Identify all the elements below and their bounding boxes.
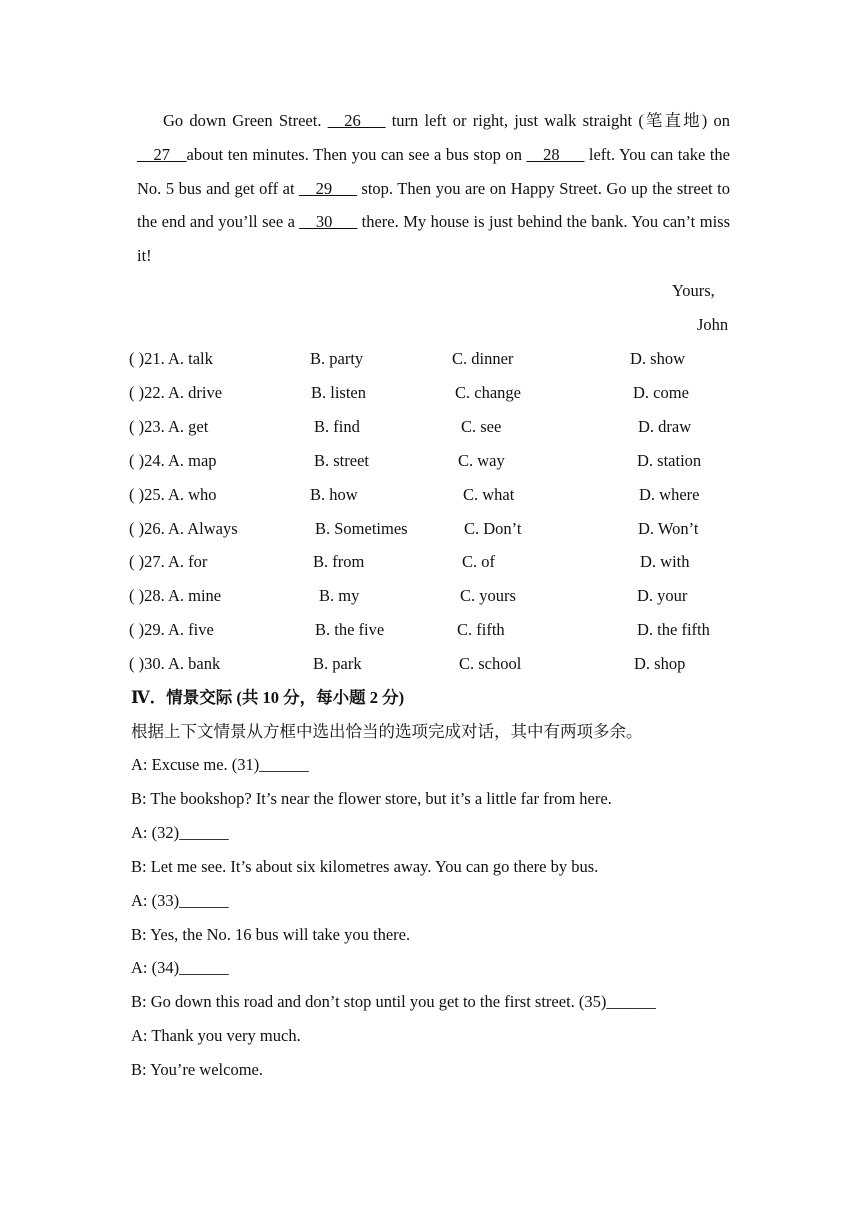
question-row	[129, 383, 749, 409]
passage-text: stop. Then you are on Happy Street. Go up the street to the end and you’ll see a	[137, 178, 730, 232]
option-a: ( )24. A. map	[129, 451, 217, 470]
section-instruction: 根据上下文情景从方框中选出恰当的选项完成对话，其中有两项多余。	[131, 722, 643, 741]
option-d: D. draw	[638, 417, 692, 436]
option-d: D. Won’t	[638, 519, 699, 538]
passage-text: there. My house is just behind the bank. You can’t miss it!	[137, 212, 730, 266]
question-row	[129, 552, 749, 578]
blank-29: __29___	[299, 178, 357, 198]
passage-text: left. You can take the No. 5 bus and get off at	[137, 144, 730, 198]
option-c: C. yours	[460, 586, 516, 605]
cloze-passage	[137, 104, 730, 273]
letter-closing: Yours,	[672, 281, 715, 300]
dialogue-line: A: (33)______	[131, 891, 229, 910]
option-b: B. street	[314, 451, 369, 470]
dialogue-line: A: Thank you very much.	[131, 1026, 301, 1045]
dialogue-line: A: (32)______	[131, 823, 229, 842]
dialogue-line: B: Yes, the No. 16 bus will take you there.	[131, 925, 411, 944]
dialogue-line: A: Excuse me. (31)______	[131, 755, 309, 774]
blank-27: __27__	[137, 144, 187, 164]
dialogue-line: B: You’re welcome.	[131, 1060, 263, 1079]
option-b: B. park	[313, 654, 362, 673]
option-a: ( )22. A. drive	[129, 383, 223, 402]
question-row	[129, 417, 749, 443]
passage-text: Go down Green Street.	[163, 111, 328, 130]
option-d: D. your	[637, 586, 688, 605]
option-d: D. station	[637, 451, 702, 470]
option-b: B. listen	[311, 383, 367, 402]
option-a: ( )21. A. talk	[129, 349, 213, 368]
blank-30: __30___	[299, 212, 358, 232]
question-row	[129, 620, 749, 646]
blank-28: __28___	[526, 144, 585, 164]
option-b: B. how	[310, 485, 358, 504]
question-row	[129, 485, 749, 511]
option-d: D. where	[639, 485, 700, 504]
option-a: ( )28. A. mine	[129, 586, 222, 605]
option-b: B. party	[310, 349, 364, 368]
passage-text: turn left or right, just walk straight (笔直地) on	[385, 111, 730, 130]
option-a: ( )29. A. five	[129, 620, 214, 639]
option-c: C. way	[458, 451, 505, 470]
option-d: D. shop	[634, 654, 686, 673]
option-d: D. the fifth	[637, 620, 710, 639]
option-d: D. with	[640, 552, 690, 571]
dialogue-line: B: Let me see. It’s about six kilometres away. You can go there by bus.	[131, 857, 599, 876]
option-a: ( )27. A. for	[129, 552, 208, 571]
option-a: ( )25. A. who	[129, 485, 217, 504]
option-b: B. find	[314, 417, 360, 436]
passage-text: about ten minutes. Then you can see a bus stop on	[186, 144, 527, 164]
option-c: C. what	[463, 485, 515, 504]
section-title: Ⅳ．情景交际 (共 10 分，每小题 2 分)	[131, 688, 405, 707]
question-row	[129, 519, 749, 545]
option-d: D. show	[630, 349, 686, 368]
question-row	[129, 451, 749, 477]
option-b: B. the five	[315, 620, 385, 639]
option-c: C. see	[461, 417, 502, 436]
dialogue-line: B: The bookshop? It’s near the flower store, but it’s a little far from here.	[131, 789, 612, 808]
question-row	[129, 654, 749, 680]
option-c: C. Don’t	[464, 519, 522, 538]
option-b: B. Sometimes	[315, 519, 408, 538]
option-b: B. my	[319, 586, 360, 605]
option-c: C. school	[459, 654, 522, 673]
letter-signature: John	[697, 315, 729, 334]
option-a: ( )23. A. get	[129, 417, 209, 436]
question-row	[129, 586, 749, 612]
option-c: C. dinner	[452, 349, 514, 368]
dialogue-line: B: Go down this road and don’t stop until you get to the first street. (35)______	[131, 992, 656, 1011]
blank-26: __26___	[327, 111, 386, 130]
option-a: ( )30. A. bank	[129, 654, 221, 673]
question-row	[129, 349, 749, 375]
option-b: B. from	[313, 552, 365, 571]
option-c: C. fifth	[457, 620, 505, 639]
dialogue-line: A: (34)______	[131, 958, 229, 977]
option-d: D. come	[633, 383, 689, 402]
option-c: C. change	[455, 383, 521, 402]
option-a: ( )26. A. Always	[129, 519, 238, 538]
option-c: C. of	[462, 552, 495, 571]
